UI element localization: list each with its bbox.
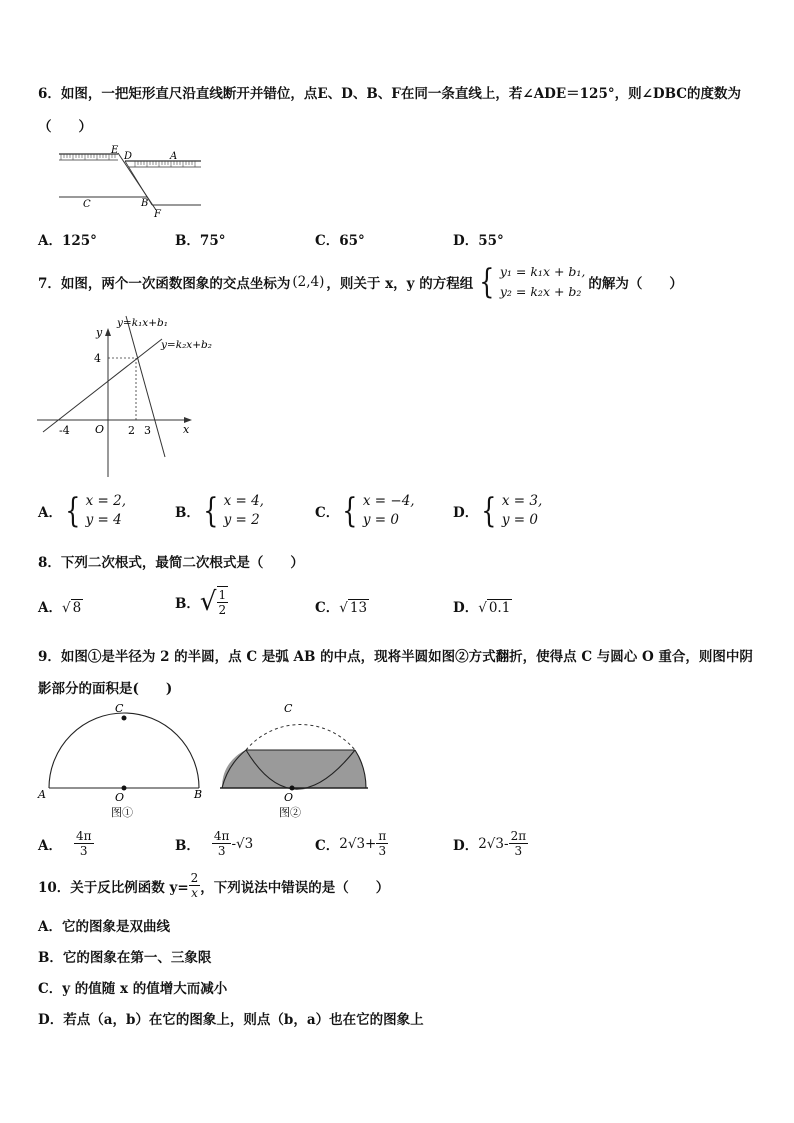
tick-2: 2 [128, 424, 135, 437]
fig2-label-O: O [284, 791, 294, 804]
label-E: E [111, 145, 119, 156]
fig1-label-C: C [115, 702, 124, 715]
label-A: A [170, 151, 178, 162]
semicircle-figure-2 [218, 700, 373, 822]
tick-4: 4 [94, 352, 101, 365]
label-D: D [124, 151, 133, 162]
q6-option-c[interactable]: C．65° [315, 233, 365, 249]
q7-equation-system: { y₁ = k₁x + b₁, y₂ = k₂x + b₂ [479, 262, 586, 302]
fig1-label-A: A [38, 788, 46, 801]
q7-option-d[interactable]: D． { x = 3, y = 0 [453, 491, 543, 531]
line1-label: y=k₁x+b₁ [117, 317, 168, 329]
fig2-caption: 图② [279, 806, 301, 819]
q6-option-d[interactable]: D．55° [453, 233, 504, 249]
question-7-text: 7．如图，两个一次函数图象的交点坐标为 (2,4) ，则关于 x，y 的方程组 { y₁ = k₁x + b₁, y₂ = k₂x + b₂ 的解为（ ） [38, 262, 683, 302]
tick-neg4: -4 [59, 424, 70, 437]
question-9-line1: 9．如图①是半径为 2 的半圆，点 C 是弧 AB 的中点，现将半圆如图②方式翻折，使得点 C 与圆心 O 重合，则图中阴 [38, 649, 753, 665]
q8-option-b[interactable]: B． √ $\frac{1}{2}$ [175, 586, 227, 617]
question-6-text: 6．如图，一把矩形直尺沿直线断开并错位，点E、D、B、F在同一条直线上，若∠ADE＝125°，则∠DBC的度数为 [38, 86, 742, 102]
label-B: B [141, 198, 149, 209]
q9-option-b[interactable]: B． $\frac{4\pi}{3}$ -√3 [175, 829, 254, 858]
q9-option-a[interactable]: A． $\frac{4\pi}{3}$ [38, 829, 92, 858]
line2-label: y=k₂x+b₂ [161, 339, 212, 351]
q9-option-c[interactable]: C． 2√3+ $\frac{\pi}{3}$ [315, 829, 387, 858]
x-axis-label: x [183, 423, 190, 436]
q9-option-d[interactable]: D． 2√3- $\frac{2\pi}{3}$ [453, 829, 527, 858]
tick-3: 3 [144, 424, 151, 437]
y-axis-label: y [96, 326, 103, 339]
question-10-text: 10．关于反比例函数 y= $\frac{2}{x}$ ，下列说法中错误的是（ ） [38, 871, 390, 900]
q10-option-a[interactable]: A．它的图象是双曲线 [38, 919, 170, 935]
q6-option-a[interactable]: A．125° [38, 233, 97, 249]
q8-option-a[interactable]: A．√ 8 [38, 600, 82, 616]
question-9-line2: 影部分的面积是( ) [38, 681, 173, 697]
q10-option-c[interactable]: C．y 的值随 x 的值增大而减小 [38, 981, 228, 997]
q8-option-d[interactable]: D．√ 0.1 [453, 600, 511, 616]
fig2-label-C: C [284, 702, 293, 715]
fig1-label-O: O [115, 791, 125, 804]
q7-option-c[interactable]: C． { x = −4, y = 0 [315, 491, 415, 531]
label-C: C [83, 199, 91, 210]
q10-option-b[interactable]: B．它的图象在第一、三象限 [38, 950, 212, 966]
ruler-figure [55, 140, 205, 220]
fig1-caption: 图① [111, 806, 133, 819]
origin-label: O [95, 423, 105, 436]
label-F: F [154, 209, 161, 220]
fig1-label-B: B [194, 788, 203, 801]
question-8-text: 8．下列二次根式，最简二次根式是（ ） [38, 555, 304, 571]
q6-option-b[interactable]: B．75° [175, 233, 226, 249]
q7-option-b[interactable]: B． { x = 4, y = 2 [175, 491, 264, 531]
linear-functions-graph [35, 312, 230, 482]
q10-option-d[interactable]: D．若点（a，b）在它的图象上，则点（b，a）也在它的图象上 [38, 1012, 424, 1028]
q7-option-a[interactable]: A． { x = 2, y = 4 [38, 491, 127, 531]
question-6-answer-paren: （ ） [38, 119, 92, 135]
q8-option-c[interactable]: C．√ 13 [315, 600, 368, 616]
semicircle-figure-1 [35, 700, 215, 822]
